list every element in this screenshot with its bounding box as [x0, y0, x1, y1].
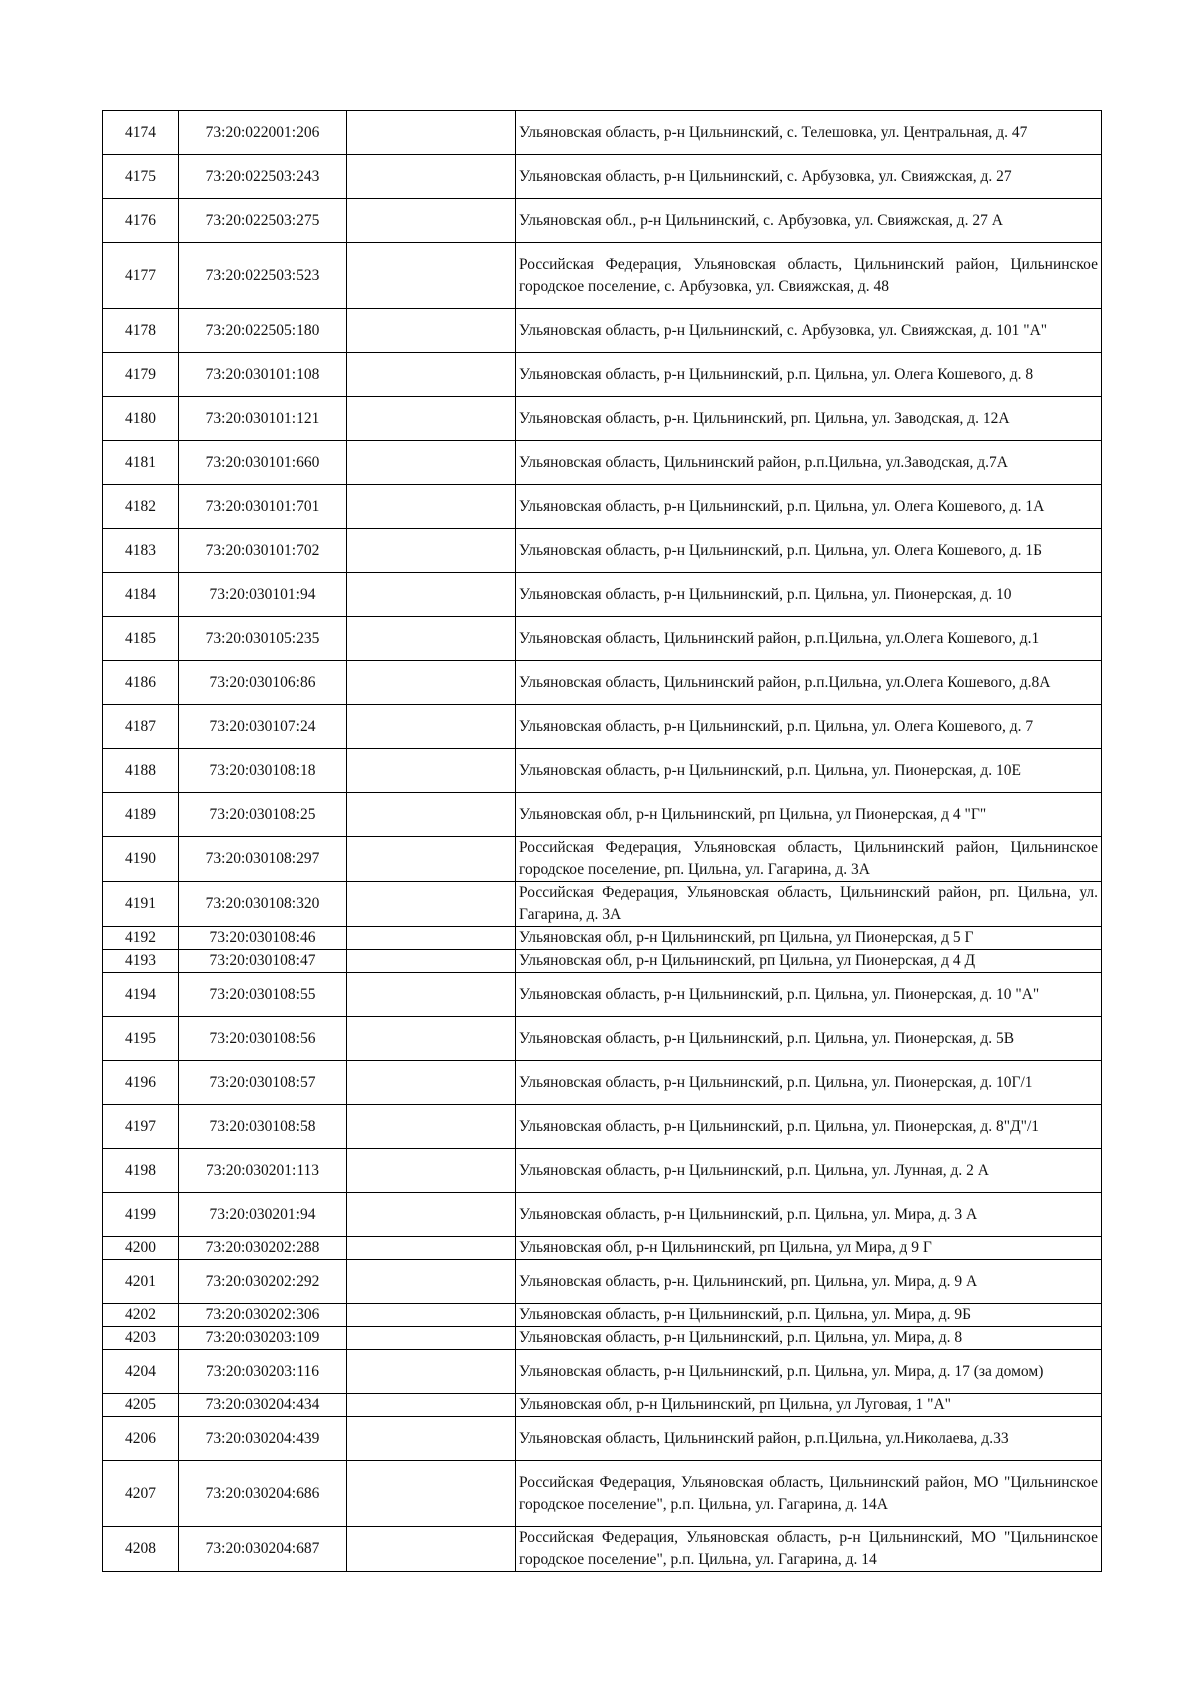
empty-cell: [347, 111, 516, 155]
empty-cell: [347, 1417, 516, 1461]
row-number-cell: 4193: [103, 950, 179, 973]
address-cell: Ульяновская обл, р-н Цильнинский, рп Цильна, ул Луговая, 1 "А": [516, 1394, 1102, 1417]
cadastral-number-cell: 73:20:030204:686: [179, 1461, 347, 1527]
cadastral-number-cell: 73:20:030202:306: [179, 1304, 347, 1327]
empty-cell: [347, 973, 516, 1017]
row-number-cell: 4196: [103, 1061, 179, 1105]
cadastral-number-cell: 73:20:030108:25: [179, 793, 347, 837]
table-row: [103, 1350, 1102, 1394]
row-number-cell: 4203: [103, 1327, 179, 1350]
row-number-cell: 4207: [103, 1461, 179, 1527]
table-row: [103, 950, 1102, 973]
cadastral-number-cell: 73:20:030105:235: [179, 617, 347, 661]
empty-cell: [347, 1193, 516, 1237]
cadastral-number-cell: 73:20:030106:86: [179, 661, 347, 705]
address-cell: Ульяновская область, р-н Цильнинский, р.п. Цильна, ул. Пионерская, д. 5В: [516, 1017, 1102, 1061]
empty-cell: [347, 950, 516, 973]
address-cell: Ульяновская область, р-н Цильнинский, р.п. Цильна, ул. Олега Кошевого, д. 1А: [516, 485, 1102, 529]
row-number-cell: 4192: [103, 927, 179, 950]
row-number-cell: 4208: [103, 1527, 179, 1572]
address-cell: Ульяновская область, р-н Цильнинский, р.п. Цильна, ул. Мира, д. 8: [516, 1327, 1102, 1350]
row-number-cell: 4185: [103, 617, 179, 661]
table-row: [103, 927, 1102, 950]
table-row: [103, 793, 1102, 837]
address-cell: Ульяновская обл, р-н Цильнинский, рп Цильна, ул Пионерская, д 5 Г: [516, 927, 1102, 950]
cadastral-number-cell: 73:20:030101:108: [179, 353, 347, 397]
empty-cell: [347, 573, 516, 617]
empty-cell: [347, 529, 516, 573]
registry-table-body: [103, 111, 1102, 1572]
address-cell: Ульяновская область, р-н Цильнинский, с. Арбузовка, ул. Свияжская, д. 27: [516, 155, 1102, 199]
table-row: [103, 1149, 1102, 1193]
row-number-cell: 4199: [103, 1193, 179, 1237]
empty-cell: [347, 1304, 516, 1327]
table-row: [103, 1327, 1102, 1350]
address-cell: Ульяновская область, р-н Цильнинский, р.п. Цильна, ул. Мира, д. 9Б: [516, 1304, 1102, 1327]
address-cell: Ульяновская обл, р-н Цильнинский, рп Цильна, ул Мира, д 9 Г: [516, 1237, 1102, 1260]
table-row: [103, 1461, 1102, 1527]
address-cell: Ульяновская область, р-н Цильнинский, р.п. Цильна, ул. Пионерская, д. 10: [516, 573, 1102, 617]
table-row: [103, 529, 1102, 573]
address-cell: Российская Федерация, Ульяновская область, Цильнинский район, МО "Цильнинское городское поселение", р.п. Цильна, ул. Гагарина, д. 14А: [516, 1461, 1102, 1527]
row-number-cell: 4178: [103, 309, 179, 353]
table-row: [103, 973, 1102, 1017]
row-number-cell: 4183: [103, 529, 179, 573]
empty-cell: [347, 1061, 516, 1105]
cadastral-number-cell: 73:20:030202:288: [179, 1237, 347, 1260]
cadastral-number-cell: 73:20:030108:57: [179, 1061, 347, 1105]
table-row: [103, 661, 1102, 705]
row-number-cell: 4175: [103, 155, 179, 199]
table-row: [103, 441, 1102, 485]
table-row: [103, 573, 1102, 617]
row-number-cell: 4204: [103, 1350, 179, 1394]
cadastral-number-cell: 73:20:022505:180: [179, 309, 347, 353]
empty-cell: [347, 927, 516, 950]
row-number-cell: 4190: [103, 837, 179, 882]
empty-cell: [347, 837, 516, 882]
empty-cell: [347, 1260, 516, 1304]
row-number-cell: 4194: [103, 973, 179, 1017]
empty-cell: [347, 441, 516, 485]
cadastral-number-cell: 73:20:030101:121: [179, 397, 347, 441]
table-row: [103, 1394, 1102, 1417]
empty-cell: [347, 882, 516, 927]
cadastral-number-cell: 73:20:030108:47: [179, 950, 347, 973]
empty-cell: [347, 1394, 516, 1417]
empty-cell: [347, 1149, 516, 1193]
row-number-cell: 4187: [103, 705, 179, 749]
empty-cell: [347, 661, 516, 705]
empty-cell: [347, 155, 516, 199]
cadastral-number-cell: 73:20:022503:243: [179, 155, 347, 199]
table-row: [103, 353, 1102, 397]
row-number-cell: 4197: [103, 1105, 179, 1149]
address-cell: Российская Федерация, Ульяновская область, Цильнинский район, рп. Цильна, ул. Гагарина, д. 3А: [516, 882, 1102, 927]
address-cell: Ульяновская область, Цильнинский район, р.п.Цильна, ул.Заводская, д.7А: [516, 441, 1102, 485]
table-row: [103, 1017, 1102, 1061]
cadastral-number-cell: 73:20:030204:439: [179, 1417, 347, 1461]
empty-cell: [347, 1327, 516, 1350]
empty-cell: [347, 309, 516, 353]
row-number-cell: 4179: [103, 353, 179, 397]
cadastral-number-cell: 73:20:030108:18: [179, 749, 347, 793]
table-row: [103, 1061, 1102, 1105]
row-number-cell: 4195: [103, 1017, 179, 1061]
empty-cell: [347, 1105, 516, 1149]
address-cell: Ульяновская обл, р-н Цильнинский, рп Цильна, ул Пионерская, д 4 Д: [516, 950, 1102, 973]
row-number-cell: 4189: [103, 793, 179, 837]
row-number-cell: 4191: [103, 882, 179, 927]
row-number-cell: 4181: [103, 441, 179, 485]
address-cell: Ульяновская область, р-н Цильнинский, р.п. Цильна, ул. Мира, д. 3 А: [516, 1193, 1102, 1237]
empty-cell: [347, 1350, 516, 1394]
address-cell: Ульяновская область, Цильнинский район, р.п.Цильна, ул.Олега Кошевого, д.8А: [516, 661, 1102, 705]
cadastral-number-cell: 73:20:030203:116: [179, 1350, 347, 1394]
row-number-cell: 4188: [103, 749, 179, 793]
empty-cell: [347, 1527, 516, 1572]
table-row: [103, 705, 1102, 749]
address-cell: Ульяновская область, р-н Цильнинский, р.п. Цильна, ул. Пионерская, д. 8"Д"/1: [516, 1105, 1102, 1149]
address-cell: Ульяновская область, р-н Цильнинский, с. Арбузовка, ул. Свияжская, д. 101 "А": [516, 309, 1102, 353]
registry-table: [102, 110, 1102, 1572]
table-row: [103, 1304, 1102, 1327]
cadastral-number-cell: 73:20:030101:702: [179, 529, 347, 573]
table-row: [103, 199, 1102, 243]
row-number-cell: 4206: [103, 1417, 179, 1461]
row-number-cell: 4184: [103, 573, 179, 617]
table-row: [103, 397, 1102, 441]
address-cell: Ульяновская обл., р-н Цильнинский, с. Арбузовка, ул. Свияжская, д. 27 А: [516, 199, 1102, 243]
table-row: [103, 882, 1102, 927]
row-number-cell: 4200: [103, 1237, 179, 1260]
row-number-cell: 4177: [103, 243, 179, 309]
cadastral-number-cell: 73:20:022001:206: [179, 111, 347, 155]
address-cell: Ульяновская область, Цильнинский район, р.п.Цильна, ул.Николаева, д.33: [516, 1417, 1102, 1461]
address-cell: Ульяновская область, р-н Цильнинский, р.п. Цильна, ул. Мира, д. 17 (за домом): [516, 1350, 1102, 1394]
address-cell: Российская Федерация, Ульяновская область, р-н Цильнинский, МО "Цильнинское городское поселение", р.п. Цильна, ул. Гагарина, д. 14: [516, 1527, 1102, 1572]
empty-cell: [347, 793, 516, 837]
empty-cell: [347, 749, 516, 793]
table-row: [103, 1105, 1102, 1149]
address-cell: Ульяновская область, р-н Цильнинский, р.п. Цильна, ул. Олега Кошевого, д. 1Б: [516, 529, 1102, 573]
empty-cell: [347, 1017, 516, 1061]
cadastral-number-cell: 73:20:030204:434: [179, 1394, 347, 1417]
cadastral-number-cell: 73:20:030101:701: [179, 485, 347, 529]
cadastral-number-cell: 73:20:030201:113: [179, 1149, 347, 1193]
table-row: [103, 485, 1102, 529]
empty-cell: [347, 1237, 516, 1260]
empty-cell: [347, 243, 516, 309]
address-cell: Ульяновская обл, р-н Цильнинский, рп Цильна, ул Пионерская, д 4 "Г": [516, 793, 1102, 837]
address-cell: Ульяновская область, р-н Цильнинский, с. Телешовка, ул. Центральная, д. 47: [516, 111, 1102, 155]
address-cell: Ульяновская область, р-н Цильнинский, р.п. Цильна, ул. Пионерская, д. 10 "А": [516, 973, 1102, 1017]
cadastral-number-cell: 73:20:030108:46: [179, 927, 347, 950]
empty-cell: [347, 705, 516, 749]
cadastral-number-cell: 73:20:030202:292: [179, 1260, 347, 1304]
address-cell: Ульяновская область, р-н Цильнинский, р.п. Цильна, ул. Пионерская, д. 10Е: [516, 749, 1102, 793]
cadastral-number-cell: 73:20:030203:109: [179, 1327, 347, 1350]
table-row: [103, 617, 1102, 661]
address-cell: Российская Федерация, Ульяновская область, Цильнинский район, Цильнинское городское поселение, рп. Цильна, ул. Гагарина, д. 3А: [516, 837, 1102, 882]
cadastral-number-cell: 73:20:030108:55: [179, 973, 347, 1017]
cadastral-number-cell: 73:20:022503:275: [179, 199, 347, 243]
cadastral-number-cell: 73:20:030204:687: [179, 1527, 347, 1572]
row-number-cell: 4174: [103, 111, 179, 155]
cadastral-number-cell: 73:20:030108:320: [179, 882, 347, 927]
address-cell: Ульяновская область, р-н Цильнинский, р.п. Цильна, ул. Олега Кошевого, д. 8: [516, 353, 1102, 397]
address-cell: Ульяновская область, Цильнинский район, р.п.Цильна, ул.Олега Кошевого, д.1: [516, 617, 1102, 661]
address-cell: Ульяновская область, р-н Цильнинский, р.п. Цильна, ул. Лунная, д. 2 А: [516, 1149, 1102, 1193]
table-row: [103, 837, 1102, 882]
table-row: [103, 1527, 1102, 1572]
address-cell: Ульяновская область, р-н Цильнинский, р.п. Цильна, ул. Олега Кошевого, д. 7: [516, 705, 1102, 749]
table-row: [103, 1417, 1102, 1461]
row-number-cell: 4176: [103, 199, 179, 243]
table-row: [103, 1193, 1102, 1237]
cadastral-number-cell: 73:20:030201:94: [179, 1193, 347, 1237]
address-cell: Ульяновская область, р-н. Цильнинский, рп. Цильна, ул. Заводская, д. 12А: [516, 397, 1102, 441]
cadastral-number-cell: 73:20:030108:297: [179, 837, 347, 882]
table-row: [103, 309, 1102, 353]
table-row: [103, 111, 1102, 155]
table-row: [103, 1237, 1102, 1260]
cadastral-number-cell: 73:20:030107:24: [179, 705, 347, 749]
address-cell: Российская Федерация, Ульяновская область, Цильнинский район, Цильнинское городское поселение, с. Арбузовка, ул. Свияжская, д. 48: [516, 243, 1102, 309]
table-row: [103, 749, 1102, 793]
row-number-cell: 4201: [103, 1260, 179, 1304]
row-number-cell: 4205: [103, 1394, 179, 1417]
cadastral-number-cell: 73:20:030108:56: [179, 1017, 347, 1061]
table-row: [103, 1260, 1102, 1304]
table-row: [103, 243, 1102, 309]
empty-cell: [347, 353, 516, 397]
address-cell: Ульяновская область, р-н Цильнинский, р.п. Цильна, ул. Пионерская, д. 10Г/1: [516, 1061, 1102, 1105]
empty-cell: [347, 485, 516, 529]
row-number-cell: 4202: [103, 1304, 179, 1327]
row-number-cell: 4180: [103, 397, 179, 441]
cadastral-number-cell: 73:20:030108:58: [179, 1105, 347, 1149]
address-cell: Ульяновская область, р-н. Цильнинский, рп. Цильна, ул. Мира, д. 9 А: [516, 1260, 1102, 1304]
row-number-cell: 4186: [103, 661, 179, 705]
row-number-cell: 4198: [103, 1149, 179, 1193]
empty-cell: [347, 1461, 516, 1527]
cadastral-number-cell: 73:20:030101:660: [179, 441, 347, 485]
cadastral-number-cell: 73:20:030101:94: [179, 573, 347, 617]
empty-cell: [347, 199, 516, 243]
row-number-cell: 4182: [103, 485, 179, 529]
empty-cell: [347, 397, 516, 441]
cadastral-number-cell: 73:20:022503:523: [179, 243, 347, 309]
table-row: [103, 155, 1102, 199]
empty-cell: [347, 617, 516, 661]
